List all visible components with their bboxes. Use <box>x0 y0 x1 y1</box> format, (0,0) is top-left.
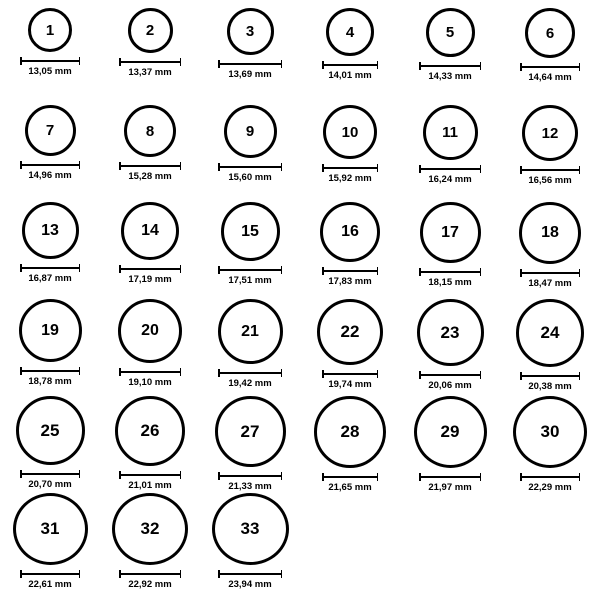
ring-circle <box>414 396 487 468</box>
dimension-tick-icon <box>480 165 482 173</box>
dimension-tick-icon <box>377 164 379 172</box>
dimension-line-icon <box>322 267 378 275</box>
dimension-line-icon <box>520 269 580 277</box>
ring-dimension <box>419 165 481 185</box>
dimension-tick-icon <box>480 62 482 70</box>
ring-size-number: 3 <box>245 23 255 40</box>
ring-circle <box>221 202 280 261</box>
ring-size-number: 18 <box>541 224 559 241</box>
ring-size-cell <box>200 8 300 105</box>
dimension-line-icon <box>520 473 580 481</box>
ring-size-cell <box>100 299 200 396</box>
ring-size-cell <box>200 493 300 590</box>
dimension-tick-icon <box>180 265 182 273</box>
ring-circle <box>420 202 481 263</box>
ring-diameter-label: 21,65 mm <box>328 482 372 493</box>
ring-circle <box>16 396 85 465</box>
dimension-line-icon <box>119 368 181 376</box>
ring-size-number: 28 <box>340 422 360 441</box>
ring-size-number: 26 <box>140 421 160 440</box>
dimension-line-icon <box>322 164 378 172</box>
ring-dimension <box>520 372 580 392</box>
ring-size-cell <box>500 8 600 105</box>
dimension-tick-icon <box>79 470 81 478</box>
ring-diameter-label: 16,87 mm <box>28 273 72 284</box>
dimension-tick-icon <box>180 162 182 170</box>
dimension-line-icon <box>119 58 181 66</box>
dimension-line-icon <box>119 471 181 479</box>
ring-dimension <box>218 570 282 590</box>
ring-size-cell <box>0 493 100 590</box>
ring-diameter-label: 18,47 mm <box>528 278 572 289</box>
ring-circle <box>121 202 179 260</box>
ring-dimension <box>218 472 282 492</box>
ring-diameter-label: 16,24 mm <box>428 174 472 185</box>
ring-diameter-label: 14,01 mm <box>328 70 372 81</box>
ring-dimension <box>419 371 481 391</box>
ring-size-number: 30 <box>540 422 560 441</box>
ring-diameter-label: 20,38 mm <box>528 381 572 392</box>
ring-size-number: 4 <box>345 23 355 41</box>
dimension-tick-icon <box>79 264 81 272</box>
ring-diameter-label: 15,92 mm <box>328 173 372 184</box>
ring-diameter-label: 15,60 mm <box>228 172 272 183</box>
ring-size-number: 16 <box>341 223 359 240</box>
ring-circle <box>128 8 173 53</box>
dimension-tick-icon <box>180 58 182 66</box>
dimension-line-icon <box>218 570 282 578</box>
ring-dimension <box>322 61 378 81</box>
dimension-tick-icon <box>281 163 283 171</box>
ring-dimension <box>218 369 282 389</box>
ring-circle <box>112 493 188 565</box>
dimension-line-icon <box>218 163 282 171</box>
dimension-line-icon <box>419 268 481 276</box>
ring-diameter-label: 22,29 mm <box>528 482 572 493</box>
ring-dimension <box>20 367 80 387</box>
ring-circle <box>317 299 383 365</box>
ring-size-cell <box>0 105 100 202</box>
ring-size-number: 8 <box>145 122 155 140</box>
dimension-line-icon <box>419 165 481 173</box>
ring-dimension <box>322 473 378 493</box>
ring-size-number: 5 <box>445 24 455 41</box>
ring-diameter-label: 21,01 mm <box>128 480 172 491</box>
dimension-line-icon <box>520 63 580 71</box>
ring-size-number: 32 <box>140 519 160 538</box>
ring-size-grid <box>0 8 600 590</box>
dimension-line-icon <box>119 265 181 273</box>
ring-dimension <box>119 471 181 491</box>
ring-diameter-label: 17,83 mm <box>328 276 372 287</box>
ring-circle <box>212 493 289 565</box>
ring-size-number: 19 <box>41 321 59 339</box>
ring-size-cell <box>0 396 100 493</box>
dimension-line-icon <box>20 470 80 478</box>
ring-diameter-label: 21,33 mm <box>228 481 272 492</box>
ring-diameter-label: 21,97 mm <box>428 482 472 493</box>
ring-size-number: 29 <box>440 422 460 441</box>
ring-circle <box>417 299 484 366</box>
dimension-line-icon <box>20 570 80 578</box>
ring-circle <box>314 396 386 468</box>
ring-size-number: 24 <box>540 323 560 342</box>
ring-size-number: 1 <box>45 21 55 39</box>
ring-dimension <box>20 161 80 181</box>
dimension-tick-icon <box>579 372 581 380</box>
ring-circle <box>522 105 578 161</box>
ring-circle <box>28 8 72 52</box>
ring-circle <box>124 105 176 157</box>
ring-circle <box>218 299 283 364</box>
dimension-tick-icon <box>281 369 283 377</box>
ring-diameter-label: 20,06 mm <box>428 380 472 391</box>
dimension-tick-icon <box>579 473 581 481</box>
ring-dimension <box>218 163 282 183</box>
ring-diameter-label: 17,19 mm <box>128 274 172 285</box>
ring-dimension <box>119 162 181 182</box>
ring-size-cell <box>200 299 300 396</box>
ring-circle <box>22 202 79 259</box>
ring-circle <box>118 299 182 363</box>
ring-size-number: 10 <box>341 123 359 141</box>
dimension-tick-icon <box>180 471 182 479</box>
ring-diameter-label: 13,05 mm <box>28 66 72 77</box>
dimension-line-icon <box>20 367 80 375</box>
ring-size-cell <box>100 202 200 299</box>
dimension-tick-icon <box>480 268 482 276</box>
ring-size-cell <box>400 105 500 202</box>
ring-circle <box>323 105 377 159</box>
dimension-tick-icon <box>377 370 379 378</box>
ring-size-number: 6 <box>545 24 555 42</box>
ring-dimension <box>20 264 80 284</box>
ring-size-number: 17 <box>441 223 459 241</box>
dimension-tick-icon <box>281 266 283 274</box>
ring-size-cell <box>300 299 400 396</box>
ring-diameter-label: 14,64 mm <box>528 72 572 83</box>
ring-circle <box>115 396 185 466</box>
ring-diameter-label: 22,92 mm <box>128 579 172 590</box>
dimension-line-icon <box>419 62 481 70</box>
ring-diameter-label: 14,96 mm <box>28 170 72 181</box>
dimension-line-icon <box>218 60 282 68</box>
ring-size-cell <box>500 105 600 202</box>
dimension-line-icon <box>520 166 580 174</box>
ring-size-cell <box>400 396 500 493</box>
dimension-tick-icon <box>79 367 81 375</box>
dimension-tick-icon <box>377 267 379 275</box>
ring-dimension <box>119 368 181 388</box>
dimension-line-icon <box>20 161 80 169</box>
ring-dimension <box>419 268 481 288</box>
dimension-line-icon <box>119 570 181 578</box>
ring-diameter-label: 17,51 mm <box>228 275 272 286</box>
ring-size-number: 9 <box>245 123 255 140</box>
dimension-tick-icon <box>377 473 379 481</box>
ring-diameter-label: 14,33 mm <box>428 71 472 82</box>
ring-dimension <box>20 57 80 77</box>
ring-size-cell <box>100 396 200 493</box>
ring-diameter-label: 19,42 mm <box>228 378 272 389</box>
dimension-line-icon <box>322 61 378 69</box>
dimension-tick-icon <box>281 472 283 480</box>
ring-dimension <box>520 63 580 83</box>
dimension-line-icon <box>322 473 378 481</box>
ring-size-number: 11 <box>442 124 458 141</box>
ring-size-cell <box>300 105 400 202</box>
ring-size-cell <box>100 105 200 202</box>
dimension-tick-icon <box>579 269 581 277</box>
ring-size-cell <box>300 8 400 105</box>
ring-dimension <box>419 62 481 82</box>
dimension-tick-icon <box>480 473 482 481</box>
ring-size-cell <box>0 202 100 299</box>
ring-circle <box>423 105 478 160</box>
ring-dimension <box>520 269 580 289</box>
ring-size-number: 2 <box>145 22 155 39</box>
ring-circle <box>513 396 587 468</box>
ring-circle <box>215 396 286 467</box>
ring-circle <box>516 299 584 367</box>
ring-dimension <box>119 265 181 285</box>
ring-size-cell <box>0 8 100 105</box>
ring-size-cell <box>100 8 200 105</box>
dimension-tick-icon <box>79 57 81 65</box>
ring-size-number: 27 <box>240 421 260 441</box>
ring-size-number: 25 <box>40 420 60 440</box>
dimension-tick-icon <box>480 371 482 379</box>
ring-circle <box>224 105 277 158</box>
ring-size-cell <box>500 202 600 299</box>
ring-size-number: 20 <box>141 322 159 339</box>
dimension-line-icon <box>520 372 580 380</box>
ring-size-cell <box>200 202 300 299</box>
ring-size-number: 15 <box>241 222 259 240</box>
ring-dimension <box>20 570 80 590</box>
ring-diameter-label: 18,78 mm <box>28 376 72 387</box>
ring-diameter-label: 20,70 mm <box>28 479 72 490</box>
dimension-tick-icon <box>281 60 283 68</box>
ring-dimension <box>520 473 580 493</box>
ring-size-cell <box>500 299 600 396</box>
ring-dimension <box>218 60 282 80</box>
ring-circle <box>25 105 76 156</box>
ring-diameter-label: 13,37 mm <box>128 67 172 78</box>
dimension-line-icon <box>419 371 481 379</box>
ring-size-cell <box>400 202 500 299</box>
ring-dimension <box>322 370 378 390</box>
dimension-tick-icon <box>579 166 581 174</box>
ring-circle <box>426 8 475 57</box>
dimension-tick-icon <box>180 570 182 578</box>
dimension-tick-icon <box>180 368 182 376</box>
ring-circle <box>19 299 82 362</box>
ring-diameter-label: 15,28 mm <box>128 171 172 182</box>
dimension-line-icon <box>119 162 181 170</box>
dimension-line-icon <box>218 472 282 480</box>
dimension-line-icon <box>322 370 378 378</box>
dimension-line-icon <box>419 473 481 481</box>
ring-circle <box>227 8 274 55</box>
dimension-line-icon <box>218 369 282 377</box>
dimension-tick-icon <box>377 61 379 69</box>
ring-dimension <box>322 267 378 287</box>
ring-size-cell <box>300 202 400 299</box>
ring-size-number: 33 <box>240 519 260 538</box>
dimension-line-icon <box>20 264 80 272</box>
ring-diameter-label: 19,74 mm <box>328 379 372 390</box>
ring-size-cell <box>200 105 300 202</box>
ring-size-number: 7 <box>45 122 55 139</box>
ring-dimension <box>119 58 181 78</box>
ring-circle <box>320 202 380 262</box>
ring-size-cell <box>300 396 400 493</box>
ring-diameter-label: 18,15 mm <box>428 277 472 288</box>
dimension-tick-icon <box>79 161 81 169</box>
ring-size-number: 23 <box>440 322 460 342</box>
ring-size-cell <box>100 493 200 590</box>
ring-dimension <box>419 473 481 493</box>
ring-dimension <box>520 166 580 186</box>
ring-diameter-label: 23,94 mm <box>228 579 272 590</box>
ring-circle <box>326 8 374 56</box>
ring-diameter-label: 22,61 mm <box>28 579 72 590</box>
ring-size-cell <box>0 299 100 396</box>
ring-diameter-label: 16,56 mm <box>528 175 572 186</box>
ring-size-cell <box>400 8 500 105</box>
ring-size-cell <box>500 396 600 493</box>
dimension-tick-icon <box>79 570 81 578</box>
ring-dimension <box>119 570 181 590</box>
ring-diameter-label: 13,69 mm <box>228 69 272 80</box>
dimension-tick-icon <box>579 63 581 71</box>
ring-dimension <box>322 164 378 184</box>
ring-circle <box>13 493 88 565</box>
ring-size-number: 21 <box>241 322 259 340</box>
dimension-tick-icon <box>281 570 283 578</box>
ring-size-number: 12 <box>541 124 559 142</box>
ring-diameter-label: 19,10 mm <box>128 377 172 388</box>
dimension-line-icon <box>218 266 282 274</box>
ring-circle <box>519 202 581 264</box>
ring-dimension <box>218 266 282 286</box>
dimension-line-icon <box>20 57 80 65</box>
ring-dimension <box>20 470 80 490</box>
ring-size-number: 31 <box>40 519 60 538</box>
ring-size-number: 13 <box>41 221 59 239</box>
ring-size-cell <box>400 299 500 396</box>
ring-size-number: 22 <box>340 322 360 341</box>
ring-size-cell <box>200 396 300 493</box>
ring-circle <box>525 8 575 58</box>
ring-size-number: 14 <box>141 222 159 239</box>
